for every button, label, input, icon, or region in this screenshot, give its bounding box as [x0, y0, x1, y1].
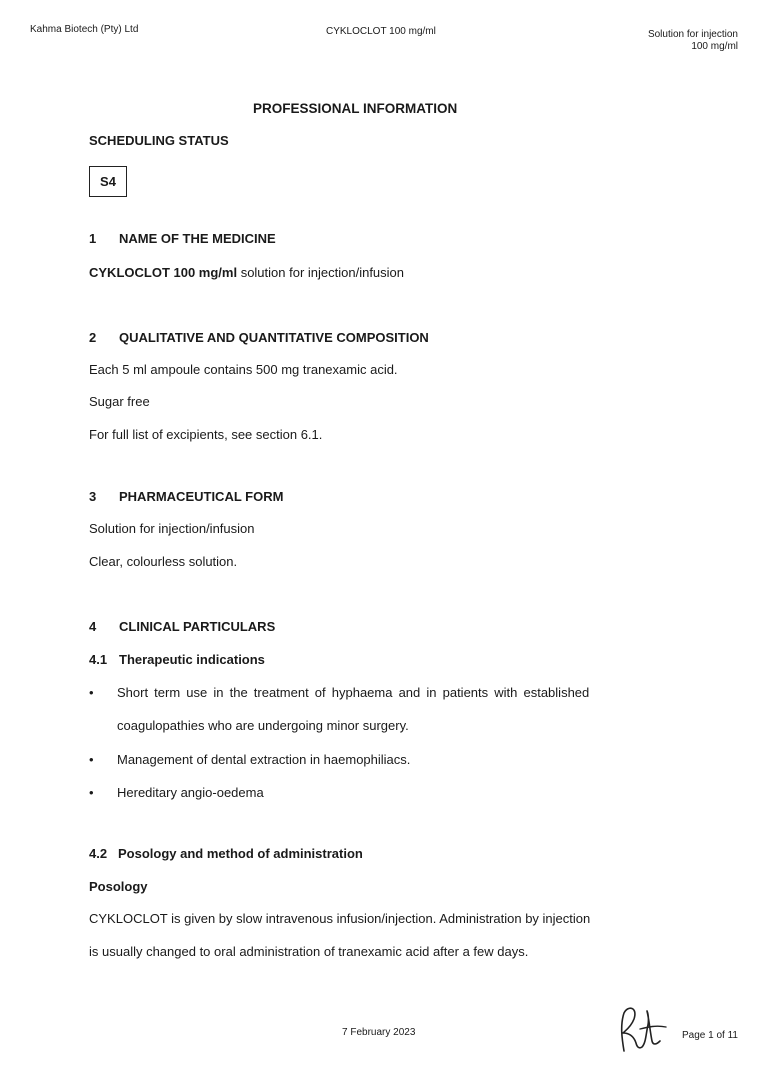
posology-line: CYKLOCLOT is given by slow intravenous infusion/injection. Administration by injection [89, 911, 591, 926]
form-line: Clear, colourless solution. [89, 554, 238, 569]
medicine-name-rest: solution for injection/infusion [237, 265, 405, 280]
section41-heading: Therapeutic indications [119, 652, 265, 667]
section41-number: 4.1 [89, 652, 108, 667]
form-line: Solution for injection/infusion [89, 521, 255, 536]
scheduling-status-box [89, 166, 127, 197]
header-form-line1: Solution for injection [647, 29, 738, 40]
indication-item-continued: coagulopathies who are undergoing minor surgery. [117, 718, 409, 733]
section2-number: 2 [89, 330, 97, 345]
page-title: PROFESSIONAL INFORMATION [253, 101, 458, 116]
bullet-icon: • [89, 752, 94, 767]
section42-number: 4.2 [89, 846, 108, 861]
composition-line: Sugar free [89, 394, 150, 409]
section1-heading: NAME OF THE MEDICINE [119, 231, 276, 246]
composition-line: Each 5 ml ampoule contains 500 mg tranexamic acid. [89, 362, 398, 377]
posology-line: is usually changed to oral administration of tranexamic acid after a few days. [89, 944, 529, 959]
header-company: Kahma Biotech (Pty) Ltd [30, 24, 139, 35]
indication-item: Hereditary angio-oedema [117, 785, 264, 800]
section3-heading: PHARMACEUTICAL FORM [119, 489, 284, 504]
indication-item: Short term use in the treatment of hyphaema and in patients with established [117, 685, 590, 700]
signature-icon [612, 1003, 668, 1055]
footer-page-number: Page 1 of 11 [682, 1030, 738, 1041]
header-form-line2: 100 mg/ml [691, 41, 738, 52]
header-product: CYKLOCLOT 100 mg/ml [326, 26, 436, 37]
section4-heading: CLINICAL PARTICULARS [119, 619, 276, 634]
scheduling-heading: SCHEDULING STATUS [89, 133, 229, 148]
medicine-name-line [89, 265, 404, 280]
medicine-name: CYKLOCLOT 100 mg/ml [89, 265, 238, 280]
indication-item: Management of dental extraction in haemophiliacs. [117, 752, 411, 767]
section42-heading: Posology and method of administration [118, 846, 363, 861]
footer-date: 7 February 2023 [342, 1027, 416, 1038]
bullet-icon: • [89, 685, 94, 700]
bullet-icon: • [89, 785, 94, 800]
section1-number: 1 [89, 231, 97, 246]
posology-subheading: Posology [89, 879, 148, 894]
composition-line: For full list of excipients, see section 6.1. [89, 427, 323, 442]
section4-number: 4 [89, 619, 97, 634]
section2-heading: QUALITATIVE AND QUANTITATIVE COMPOSITION [119, 330, 429, 345]
scheduling-status: S4 [100, 174, 116, 189]
section3-number: 3 [89, 489, 97, 504]
